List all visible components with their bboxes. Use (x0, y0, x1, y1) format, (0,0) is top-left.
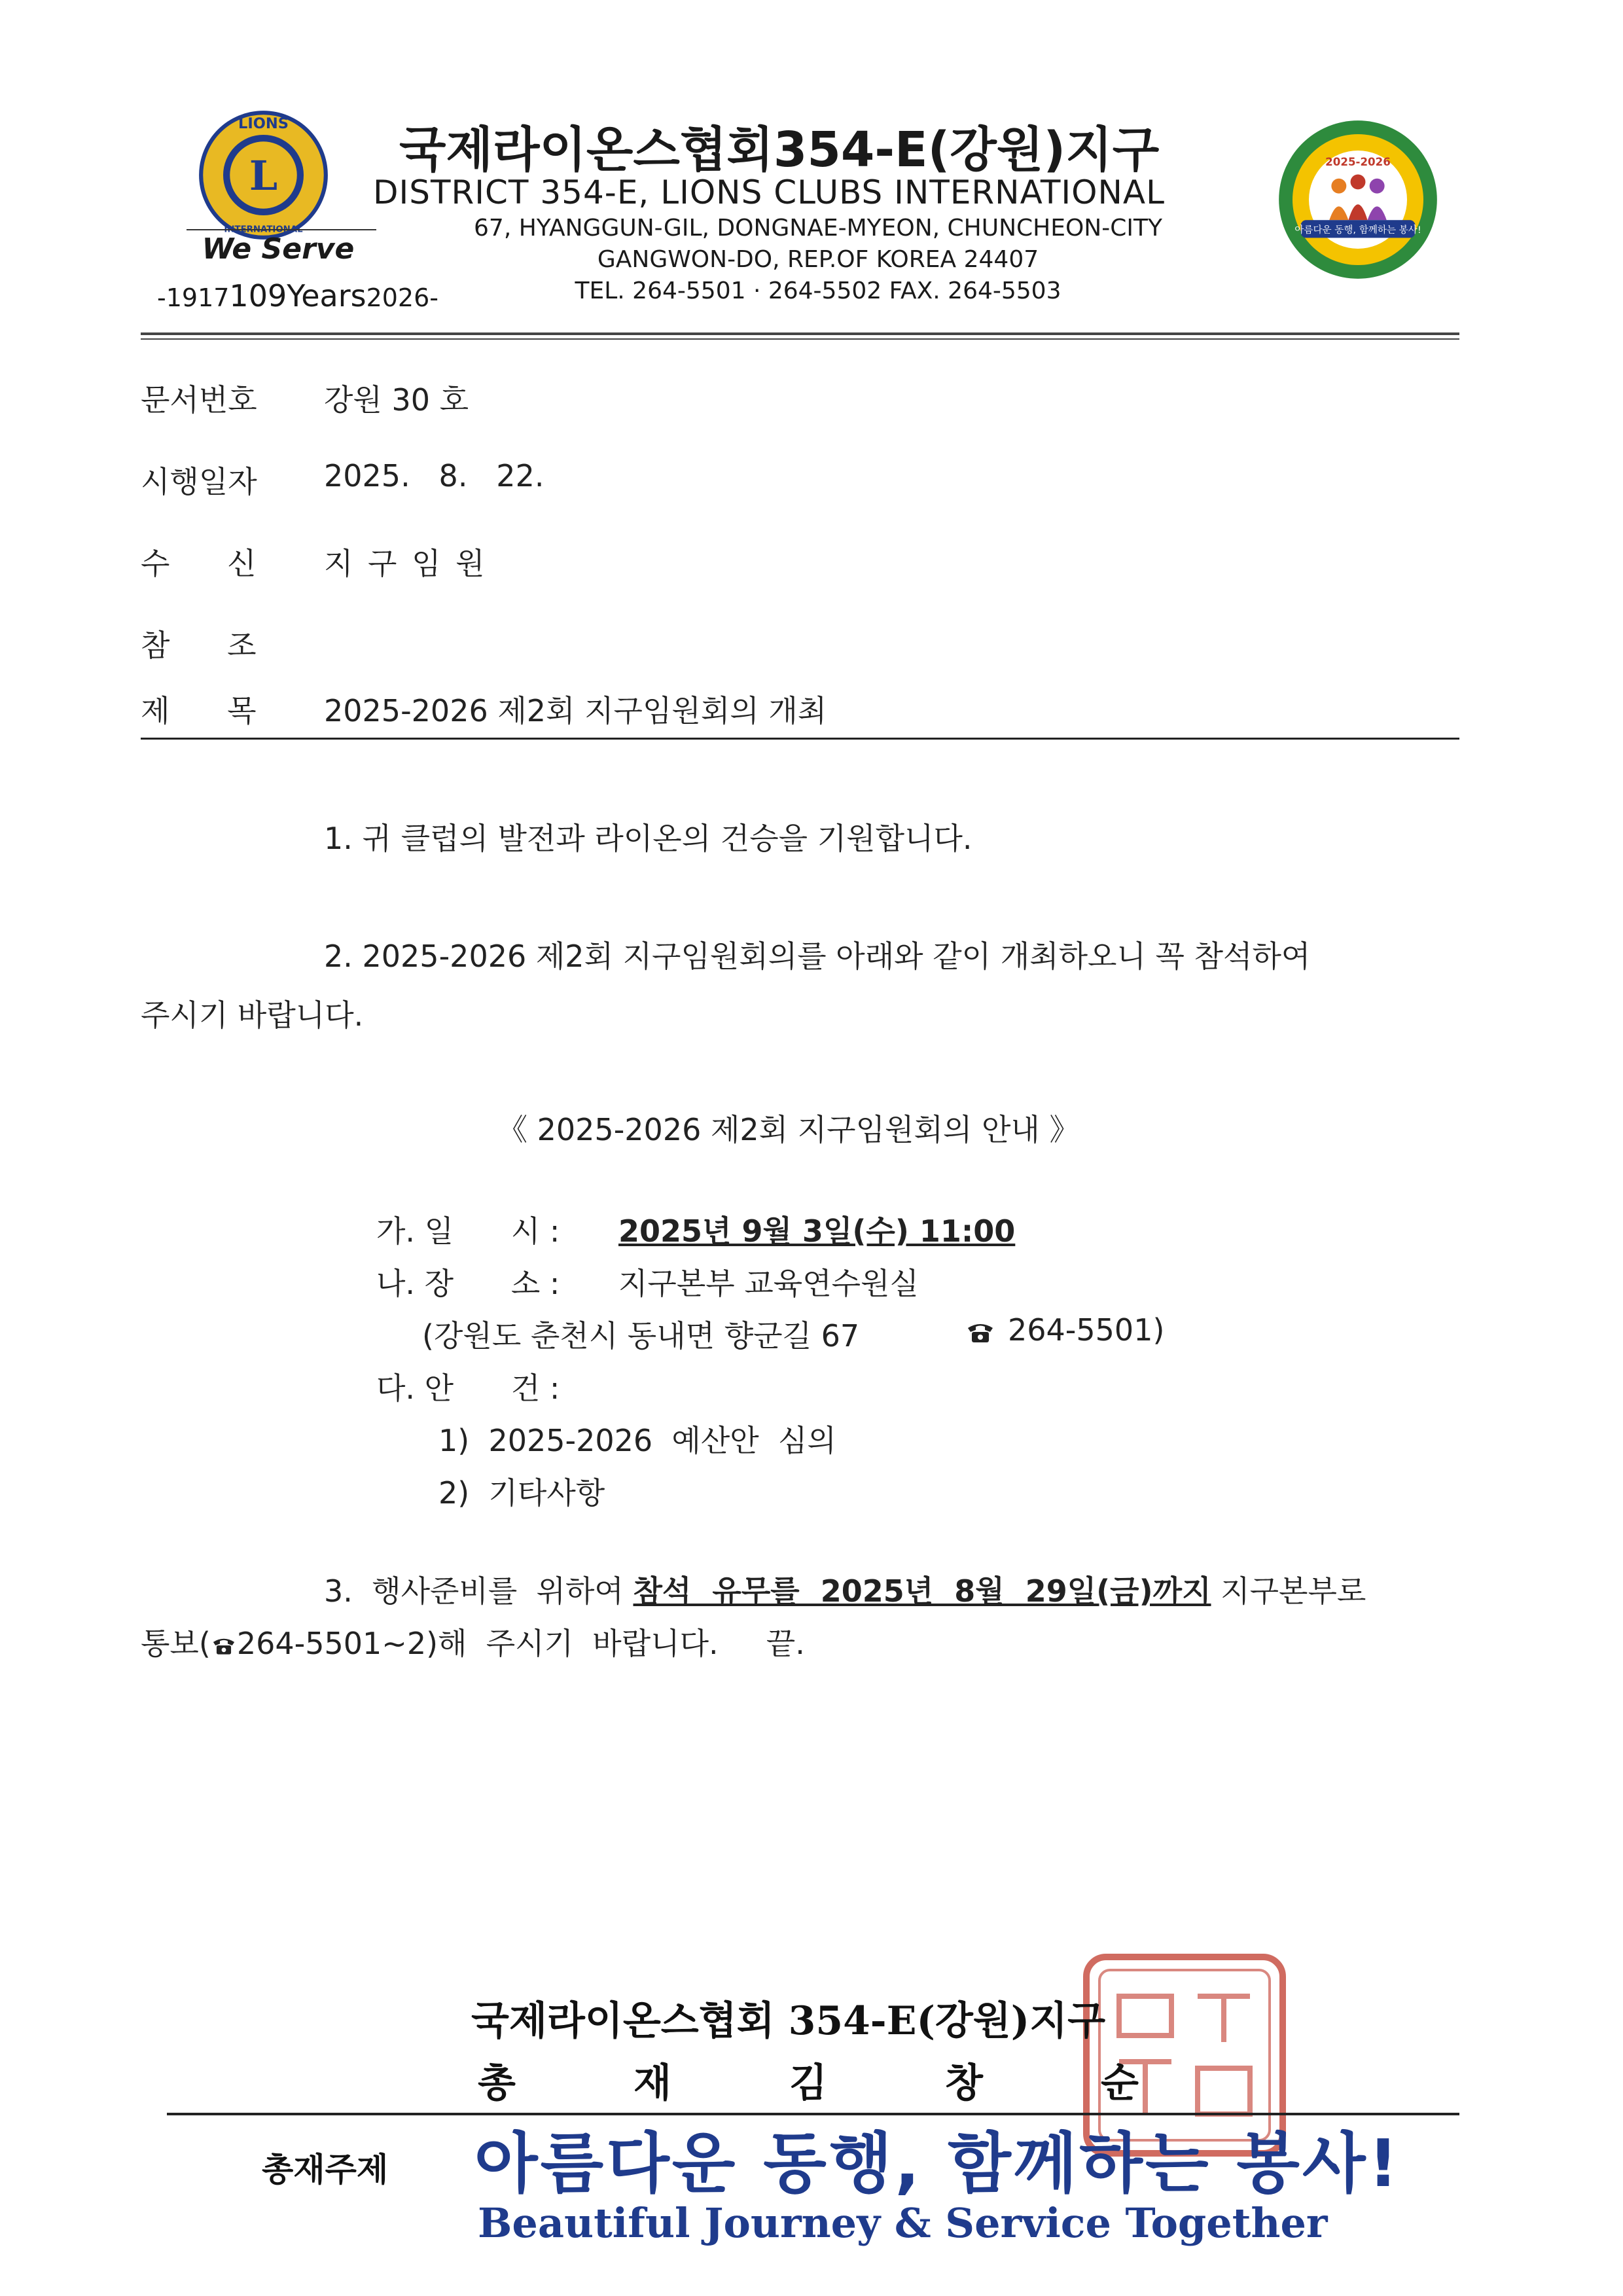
item-c-label: 다. 안 건 : (376, 1371, 560, 1406)
paragraph-2-line-1: 2. 2025-2026 제2회 지구임원회의를 아래와 같이 개최하오니 꼭 참석하여 (324, 939, 1311, 974)
recipient-value: 지 구 임 원 (324, 546, 488, 581)
we-serve-divider (187, 229, 376, 230)
rsvp-deadline: 참석 유무를 2025년 8월 29일(금)까지 (633, 1573, 1211, 1609)
svg-text:LIONS: LIONS (238, 115, 289, 132)
reference-label: 참 조 (141, 628, 257, 663)
agenda-item-2: 2) 기타사항 (438, 1475, 605, 1511)
org-name-english: DISTRICT 354-E, LIONS CLUBS INTERNATIONAL (373, 173, 1165, 211)
years-badge: -1917109Years2026- (157, 278, 438, 314)
subject-label: 제 목 (141, 693, 257, 728)
doc-number-value: 강원 30 호 (324, 382, 469, 418)
item-a-label: 가. 일 시 : (376, 1213, 560, 1249)
paragraph-2-line-2: 주시기 바랍니다. (141, 997, 364, 1033)
org-name-korean: 국제라이온스협회354-E(강원)지구 (399, 122, 1160, 178)
header-divider-thin (141, 338, 1459, 340)
agenda-item-1: 1) 2025-2026 예산안 심의 (438, 1423, 836, 1458)
issue-date-label: 시행일자 (141, 464, 257, 499)
signatory-name: 총 재 김 창 순 (478, 2060, 1139, 2106)
recipient-label: 수 신 (141, 546, 257, 581)
district-theme-logo-icon (1276, 118, 1440, 281)
item-b-telephone: 264-5501) (1008, 1312, 1165, 1348)
contact-line: TEL. 264-5501 · 264-5502 FAX. 264-5503 (575, 278, 1061, 304)
item-b-address: (강원도 춘천시 동내면 향군길 67 (422, 1318, 860, 1354)
address-line-2: GANGWON-DO, REP.OF KOREA 24407 (597, 246, 1039, 273)
header-divider (141, 332, 1459, 335)
lions-logo-icon (196, 108, 330, 242)
notice-title: 《 2025-2026 제2회 지구임원회의 안내 》 (497, 1112, 1080, 1147)
issue-date-value: 2025. 8. 22. (324, 458, 544, 493)
item-b-value: 지구본부 교육연수원실 (618, 1266, 919, 1301)
phone-icon (965, 1319, 995, 1345)
svg-text:2025-2026: 2025-2026 (1325, 155, 1391, 168)
phone-icon (211, 1634, 237, 1657)
doc-number-label: 문서번호 (141, 382, 257, 418)
subject-value: 2025-2026 제2회 지구임원회의 개최 (324, 693, 827, 728)
svg-text:아름다운 동행, 함께하는 봉사!: 아름다운 동행, 함께하는 봉사! (1294, 224, 1421, 236)
paragraph-1: 1. 귀 클럽의 발전과 라이온의 건승을 기원합니다. (324, 821, 972, 856)
district-motto: 아름다운 동행, 함께하는 봉사! (474, 2125, 1401, 2202)
subject-divider (141, 738, 1459, 740)
paragraph-3-line-1: 3. 행사준비를 위하여 참석 유무를 2025년 8월 29일(금)까지 지구본부로 (324, 1573, 1366, 1609)
paragraph-3-line-2: 통보( 264-5501~2)해 주시기 바랍니다. 끝. (141, 1626, 805, 1661)
motto-label: 총재주제 (262, 2150, 389, 2189)
svg-text:L: L (249, 152, 278, 200)
item-a-value: 2025년 9월 3일(수) 11:00 (618, 1213, 1016, 1249)
district-motto-english: Beautiful Journey & Service Together (478, 2199, 1328, 2247)
item-b-label: 나. 장 소 : (376, 1266, 560, 1301)
signatory-organization: 국제라이온스협회 354-E(강원)지구 (471, 1998, 1106, 2044)
address-line-1: 67, HYANGGUN-GIL, DONGNAE-MYEON, CHUNCHEON-CITY (474, 215, 1162, 242)
we-serve-slogan: We Serve (202, 232, 355, 266)
